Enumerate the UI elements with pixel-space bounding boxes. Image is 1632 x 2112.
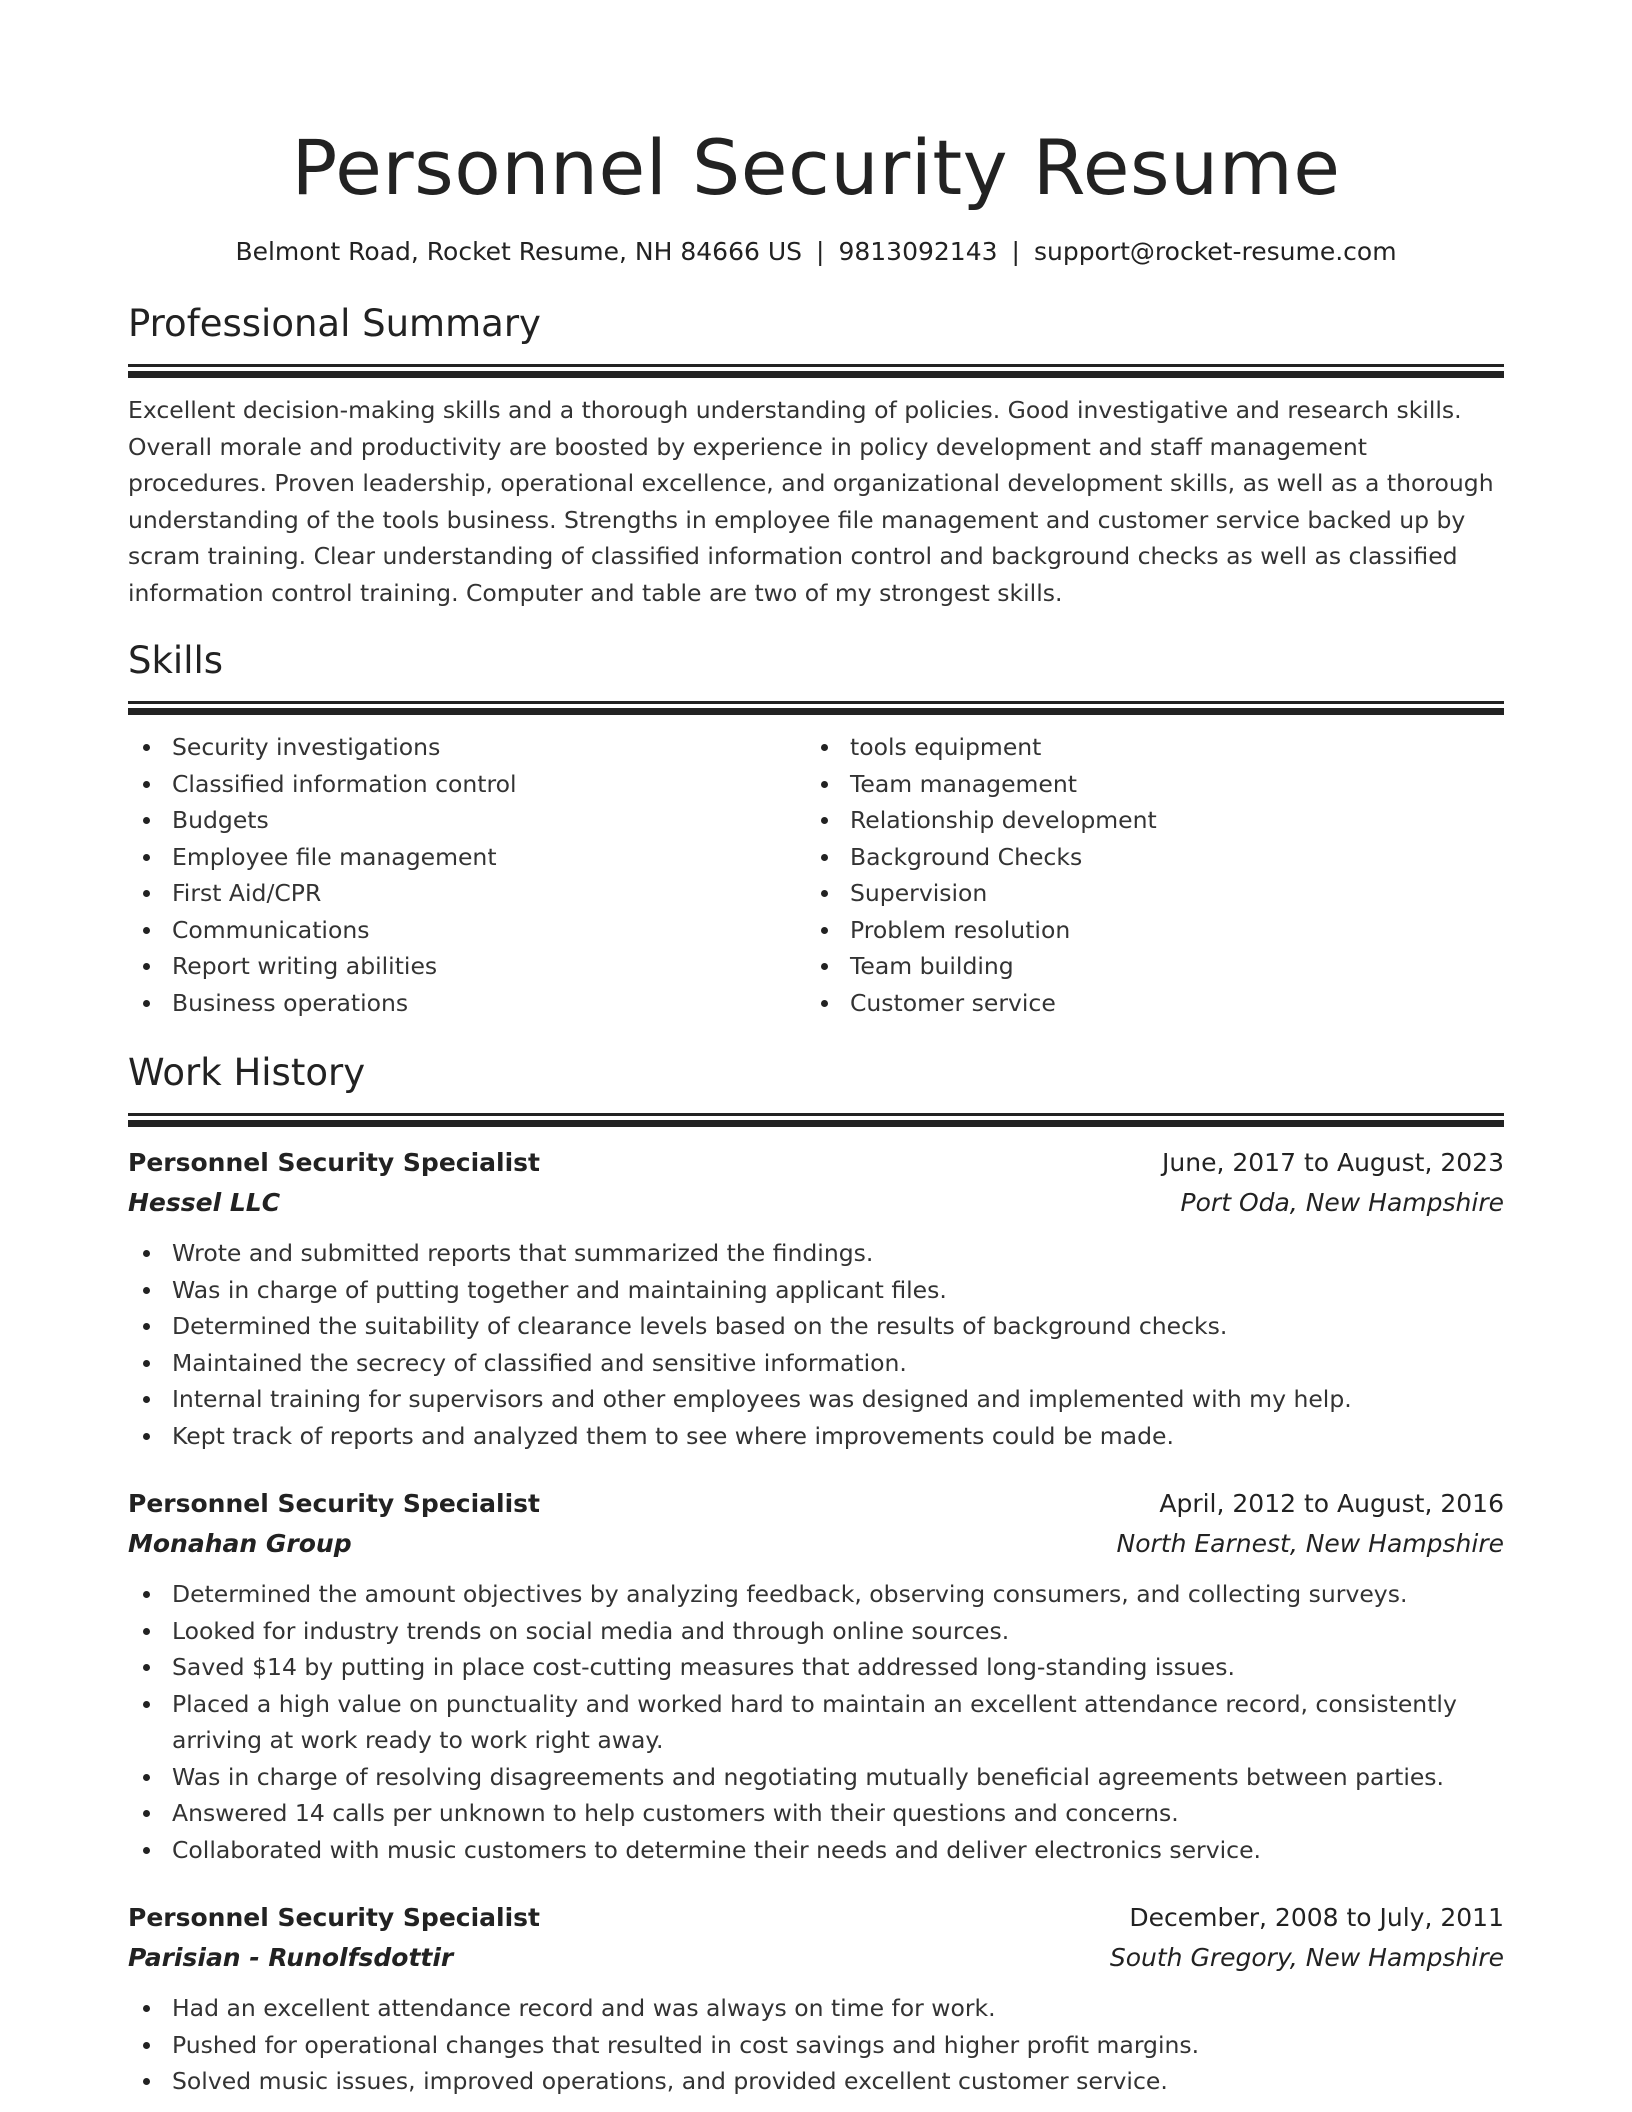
contact-email[interactable]: support@rocket-resume.com	[1033, 237, 1397, 266]
job-entry	[128, 1898, 1504, 2100]
resume-page	[128, 0, 1504, 2100]
resume-title: Personnel Security Resume	[291, 123, 1341, 212]
job-company: Monahan Group	[128, 1529, 352, 1558]
summary-text: Excellent decision-making skills and a thorough understanding of policies. Good investigative and research skills. Overall morale and productivity are boosted by experience in policy development and staff management procedures. Proven leadership, operational excellence, and organizational development skills, as well as a thorough understanding of the tools business. Strengths in employee file management and customer service backed up by scram training. Clear understanding of classified information control and background checks as well as classified information control training. Computer and table are two of my strongest skills.	[128, 396, 1494, 607]
job-bullet: Was in charge of putting together and maintaining applicant files.	[128, 1272, 1504, 1309]
job-bullet: Collaborated with music customers to determine their needs and deliver electronics service.	[128, 1832, 1504, 1869]
skill-item: Communications	[128, 912, 806, 949]
section-divider	[128, 701, 1504, 704]
job-company: Hessel LLC	[128, 1188, 281, 1217]
job-subheader	[128, 1938, 1504, 1978]
skill-item: Security investigations	[128, 729, 806, 766]
skill-item: tools equipment	[806, 729, 1484, 766]
skill-item: Report writing abilities	[128, 948, 806, 985]
job-bullet: Placed a high value on punctuality and worked hard to maintain an excellent attendance record, consistently arriving at work ready to work right away.	[128, 1686, 1504, 1759]
job-title: Personnel Security Specialist	[128, 1489, 540, 1518]
skill-item: Supervision	[806, 875, 1484, 912]
summary-section	[128, 300, 1504, 611]
job-bullet: Saved $14 by putting in place cost-cutting measures that addressed long-standing issues.	[128, 1649, 1504, 1686]
job-bullet-list	[128, 1990, 1504, 2100]
job-bullet-list	[128, 1576, 1504, 1868]
skill-item: Problem resolution	[806, 912, 1484, 949]
summary-heading: Professional Summary	[128, 302, 541, 345]
job-dates: April, 2012 to August, 2016	[1159, 1489, 1504, 1518]
skill-item: First Aid/CPR	[128, 875, 806, 912]
skill-item: Classified information control	[128, 766, 806, 803]
job-bullet: Wrote and submitted reports that summarized the findings.	[128, 1235, 1504, 1272]
section-divider	[128, 1113, 1504, 1116]
job-subheader	[128, 1183, 1504, 1223]
job-header	[128, 1484, 1504, 1524]
skill-item: Relationship development	[806, 802, 1484, 839]
job-dates: December, 2008 to July, 2011	[1129, 1903, 1504, 1932]
job-bullet: Looked for industry trends on social media and through online sources.	[128, 1613, 1504, 1650]
job-dates: June, 2017 to August, 2023	[1162, 1148, 1504, 1177]
job-title: Personnel Security Specialist	[128, 1148, 540, 1177]
job-bullet: Had an excellent attendance record and was always on time for work.	[128, 1990, 1504, 2027]
skill-item: Business operations	[128, 985, 806, 1022]
skill-item: Background Checks	[806, 839, 1484, 876]
skill-item: Employee file management	[128, 839, 806, 876]
job-bullet: Maintained the secrecy of classified and sensitive information.	[128, 1345, 1504, 1382]
job-bullet: Kept track of reports and analyzed them to see where improvements could be made.	[128, 1418, 1504, 1455]
section-divider-thick	[128, 371, 1504, 378]
job-bullet: Solved music issues, improved operations, and provided excellent customer service.	[128, 2063, 1504, 2100]
job-location: North Earnest, New Hampshire	[1116, 1529, 1504, 1558]
skills-columns	[128, 729, 1504, 1021]
job-title: Personnel Security Specialist	[128, 1903, 540, 1932]
skill-item: Team management	[806, 766, 1484, 803]
contact-separator: |	[1011, 237, 1020, 266]
work-history-section	[128, 1049, 1504, 2100]
job-subheader	[128, 1524, 1504, 1564]
job-header	[128, 1898, 1504, 1938]
job-location: Port Oda, New Hampshire	[1180, 1188, 1504, 1217]
skills-right-column	[806, 729, 1484, 1021]
job-location: South Gregory, New Hampshire	[1109, 1943, 1504, 1972]
contact-separator: |	[816, 237, 825, 266]
job-entry	[128, 1143, 1504, 1454]
section-divider	[128, 364, 1504, 367]
skills-left-column	[128, 729, 806, 1021]
job-bullet: Determined the suitability of clearance levels based on the results of background checks.	[128, 1308, 1504, 1345]
job-bullet: Determined the amount objectives by analyzing feedback, observing consumers, and collecting surveys.	[128, 1576, 1504, 1613]
job-company: Parisian - Runolfsdottir	[128, 1943, 454, 1972]
job-bullet: Answered 14 calls per unknown to help customers with their questions and concerns.	[128, 1795, 1504, 1832]
job-header	[128, 1143, 1504, 1183]
skill-item: Budgets	[128, 802, 806, 839]
contact-address: Belmont Road, Rocket Resume, NH 84666 US	[235, 237, 803, 266]
work-history-heading: Work History	[128, 1051, 366, 1094]
job-entry	[128, 1484, 1504, 1868]
job-bullet: Pushed for operational changes that resulted in cost savings and higher profit margins.	[128, 2027, 1504, 2064]
job-bullet: Was in charge of resolving disagreements and negotiating mutually beneficial agreements between parties.	[128, 1759, 1504, 1796]
job-bullet-list	[128, 1235, 1504, 1454]
section-divider-thick	[128, 1120, 1504, 1127]
skills-heading: Skills	[128, 639, 224, 682]
skill-item: Team building	[806, 948, 1484, 985]
skill-item: Customer service	[806, 985, 1484, 1022]
contact-line	[128, 234, 1504, 270]
section-divider-thick	[128, 708, 1504, 715]
skills-section	[128, 637, 1504, 1021]
job-bullet: Internal training for supervisors and other employees was designed and implemented with my help.	[128, 1381, 1504, 1418]
contact-phone: 9813092143	[838, 237, 998, 266]
